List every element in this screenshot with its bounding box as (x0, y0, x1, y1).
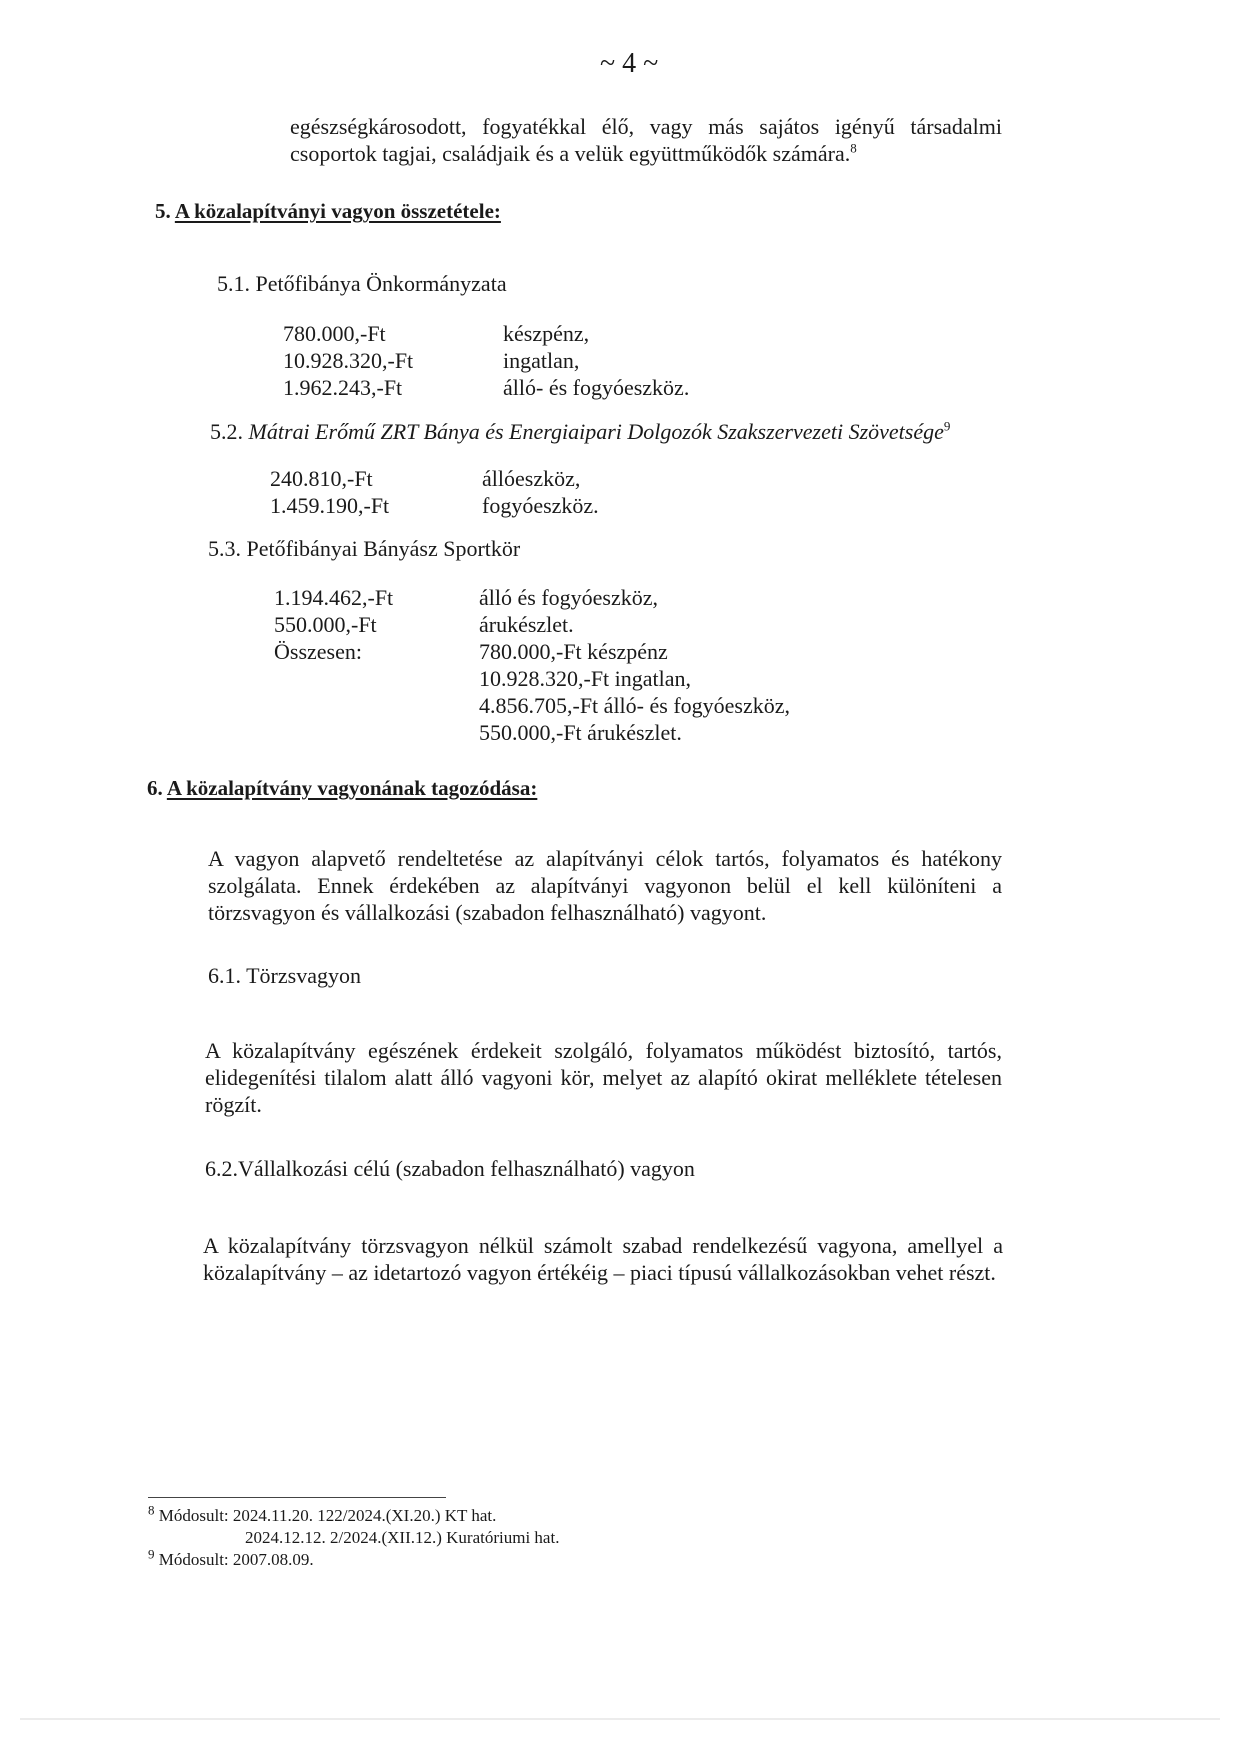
section-5-title: A közalapítványi vagyon összetétele: (174, 199, 501, 223)
section-6-title: A közalapítvány vagyonának tagozódása: (166, 776, 538, 800)
subsection-5-1-table (283, 320, 689, 401)
subsection-5-2-label: 5.2. Mátrai Erőmű ZRT Bánya és Energiaipari Dolgozók Szakszervezeti Szövetsége$^9$ (210, 418, 951, 444)
intro-line-2: csoportok tagjai, családjaik és a velük együttműködők számára.$^8$ (290, 140, 857, 166)
subsection-6-2-label: 6.2.Vállalkozási célú (szabadon felhasználható) vagyon (205, 1156, 695, 1181)
scan-edge (20, 1718, 1220, 1720)
footnote-8-continuation: 2024.12.12. 2/2024.(XII.12.) Kuratóriumi hat. (245, 1528, 560, 1547)
table-row: 550.000,-Ft árukészlet. (479, 720, 682, 745)
table-row: 1.194.462,-Ft álló és fogyóeszköz, (274, 585, 658, 610)
subsection-6-1-label: 6.1. Törzsvagyon (208, 963, 361, 988)
footnote-ref-9: 9 (943, 418, 951, 434)
section-6-number: 6. (147, 776, 163, 800)
intro-paragraph (290, 113, 1002, 167)
table-row: 1.962.243,-Ft álló- és fogyóeszköz. (283, 375, 690, 400)
table-row: 10.928.320,-Ft ingatlan, (479, 666, 692, 691)
page-number: ~ 4 ~ (600, 48, 659, 79)
section-6-intro: A vagyon alapvető rendeltetése az alapítványi célok tartós, folyamatos és hatékony szolgálata. Ennek érdekében az alapítványi vagyonon belül el kell különíteni a törzsvagyon és vállalkozási (szabadon felhasználható) vagyont. (208, 846, 1002, 925)
subsection-6-2-text: A közalapítvány törzsvagyon nélkül számolt szabad rendelkezésű vagyona, amellyel a közalapítvány – az idetartozó vagyon értékéig – piaci típusú vállalkozásokban vehet részt. (203, 1233, 1003, 1285)
subsection-5-1-label: 5.1. Petőfibánya Önkormányzata (217, 271, 507, 296)
footnote-9: $^9$ Módosult: 2007.08.09. (148, 1546, 314, 1569)
subsection-5-3-table (274, 584, 790, 746)
intro-line-1: egészségkárosodott, fogyatékkal élő, vagy más sajátos igényű társadalmi (290, 114, 1002, 139)
table-row: 240.810,-Ft állóeszköz, (270, 466, 581, 491)
section-6-heading (147, 776, 537, 801)
section-5-heading (155, 199, 501, 224)
table-row: 550.000,-Ft árukészlet. (274, 612, 574, 637)
table-row: 4.856.705,-Ft álló- és fogyóeszköz, (479, 693, 790, 718)
table-row: 1.459.190,-Ft fogyóeszköz. (270, 493, 599, 518)
subsection-5-3-label: 5.3. Petőfibányai Bányász Sportkör (208, 536, 521, 561)
footnote-8: $^8$ Módosult: 2024.11.20. 122/2024.(XI.20.) KT hat. (148, 1502, 497, 1525)
table-row: Összesen: 780.000,-Ft készpénz (274, 639, 668, 664)
footnote-separator (148, 1497, 446, 1498)
subsection-5-2-table (270, 465, 599, 519)
table-row: 10.928.320,-Ft ingatlan, (283, 348, 580, 373)
section-5-number: 5. (155, 199, 171, 223)
footnote-ref-8: 8 (850, 140, 857, 156)
subsection-6-1-text: A közalapítvány egészének érdekeit szolgáló, folyamatos működést biztosító, tartós, elidegenítési tilalom alatt álló vagyoni kör, melyet az alapító okirat melléklete tételesen rögzít. (205, 1038, 1002, 1117)
table-row: 780.000,-Ft készpénz, (283, 321, 590, 346)
